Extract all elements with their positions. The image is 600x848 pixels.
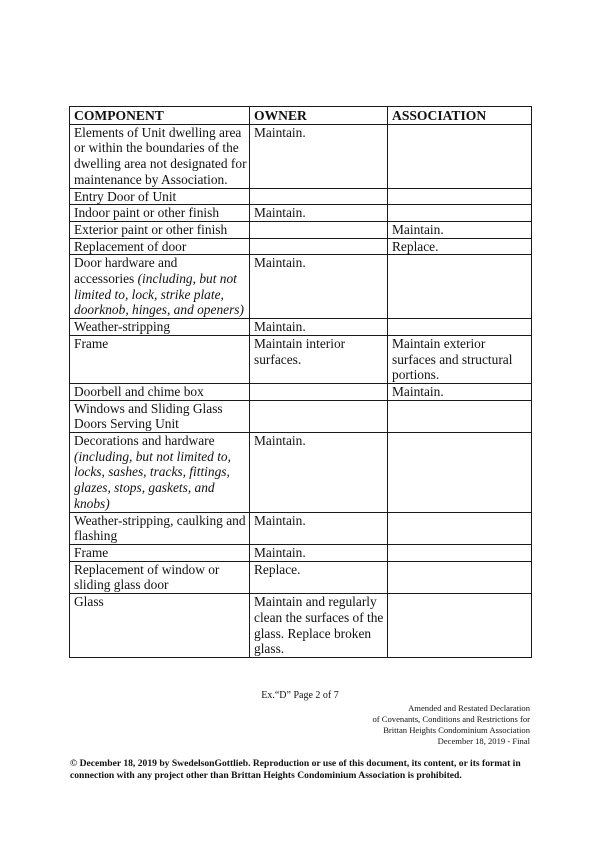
section-title: Windows and Sliding Glass Doors Serving Unit <box>70 400 250 432</box>
owner-cell <box>250 221 388 238</box>
association-cell <box>388 400 532 432</box>
owner-cell: Maintain. <box>250 124 388 188</box>
declaration-line: of Covenants, Conditions and Restrictions for <box>372 714 530 724</box>
owner-cell <box>250 238 388 255</box>
owner-cell: Maintain. <box>250 255 388 319</box>
table-row <box>70 544 532 561</box>
table-row <box>70 561 532 593</box>
component-cell: Indoor paint or other finish <box>70 205 250 222</box>
component-cell: Frame <box>70 335 250 383</box>
component-cell: Elements of Unit dwelling area or within the boundaries of the dwelling area not designated for maintenance by Association. <box>70 124 250 188</box>
owner-cell: Maintain. <box>250 433 388 513</box>
association-cell <box>388 433 532 513</box>
association-cell <box>388 512 532 544</box>
association-cell <box>388 255 532 319</box>
component-cell: Glass <box>70 594 250 658</box>
component-cell: Replacement of window or sliding glass door <box>70 561 250 593</box>
declaration-line: Amended and Restated Declaration <box>408 703 530 713</box>
header-component: COMPONENT <box>70 107 250 125</box>
section-row <box>70 400 532 432</box>
owner-cell: Replace. <box>250 561 388 593</box>
declaration-line: Brittan Heights Condominium Association <box>383 725 530 735</box>
table-row <box>70 221 532 238</box>
page-number: Ex.“D” Page 2 of 7 <box>261 690 339 701</box>
association-cell <box>388 124 532 188</box>
owner-cell: Maintain. <box>250 319 388 336</box>
table-row <box>70 255 532 319</box>
table-row <box>70 205 532 222</box>
association-cell <box>388 561 532 593</box>
component-note: (including, but not limited to, locks, sashes, tracks, fittings, glazes, stops, gaskets, and knobs) <box>74 448 231 511</box>
table-row <box>70 512 532 544</box>
section-title: Entry Door of Unit <box>70 188 250 205</box>
section-row <box>70 188 532 205</box>
component-text: Door hardware and <box>74 255 178 271</box>
owner-cell: Maintain interior surfaces. <box>250 335 388 383</box>
component-cell <box>70 433 250 513</box>
header-owner: OWNER <box>250 107 388 125</box>
table-row <box>70 335 532 383</box>
association-cell <box>388 594 532 658</box>
component-note-italic: (including, but not limited to, lock, strike plate, doorknob, hinges, and openers) <box>74 271 244 318</box>
owner-cell <box>250 400 388 432</box>
component-cell: Weather-stripping, caulking and flashing <box>70 512 250 544</box>
association-cell: Maintain. <box>388 383 532 400</box>
association-cell <box>388 544 532 561</box>
declaration-line: December 18, 2019 - Final <box>437 736 530 746</box>
association-cell <box>388 188 532 205</box>
component-cell: Exterior paint or other finish <box>70 221 250 238</box>
table-row <box>70 124 532 188</box>
owner-cell <box>250 383 388 400</box>
table-row <box>70 238 532 255</box>
table-row <box>70 319 532 336</box>
header-association: ASSOCIATION <box>388 107 532 125</box>
declaration-reference <box>372 703 530 747</box>
owner-cell: Maintain. <box>250 512 388 544</box>
maintenance-table <box>69 106 532 658</box>
association-cell: Maintain exterior surfaces and structural portions. <box>388 335 532 383</box>
component-text: Decorations and hardware <box>74 433 215 449</box>
component-cell: Doorbell and chime box <box>70 383 250 400</box>
copyright-notice: © December 18, 2019 by SwedelsonGottlieb. Reproduction or use of this document, its content, or its format in connection with any project other than Brittan Heights Condominium Association is prohibited. <box>70 758 521 781</box>
component-cell: Frame <box>70 544 250 561</box>
association-cell: Replace. <box>388 238 532 255</box>
table-header-row <box>70 107 532 125</box>
association-cell <box>388 205 532 222</box>
table-row <box>70 383 532 400</box>
owner-cell <box>250 188 388 205</box>
association-cell <box>388 319 532 336</box>
association-cell: Maintain. <box>388 221 532 238</box>
component-cell <box>70 255 250 319</box>
owner-cell: Maintain and regularly clean the surfaces of the glass. Replace broken glass. <box>250 594 388 658</box>
owner-cell: Maintain. <box>250 205 388 222</box>
component-cell: Replacement of door <box>70 238 250 255</box>
table-row <box>70 594 532 658</box>
owner-cell: Maintain. <box>250 544 388 561</box>
table-row <box>70 433 532 513</box>
component-cell: Weather-stripping <box>70 319 250 336</box>
component-note: accessories (including, but not limited to, lock, strike plate, doorknob, hinges, and openers) <box>74 271 244 318</box>
